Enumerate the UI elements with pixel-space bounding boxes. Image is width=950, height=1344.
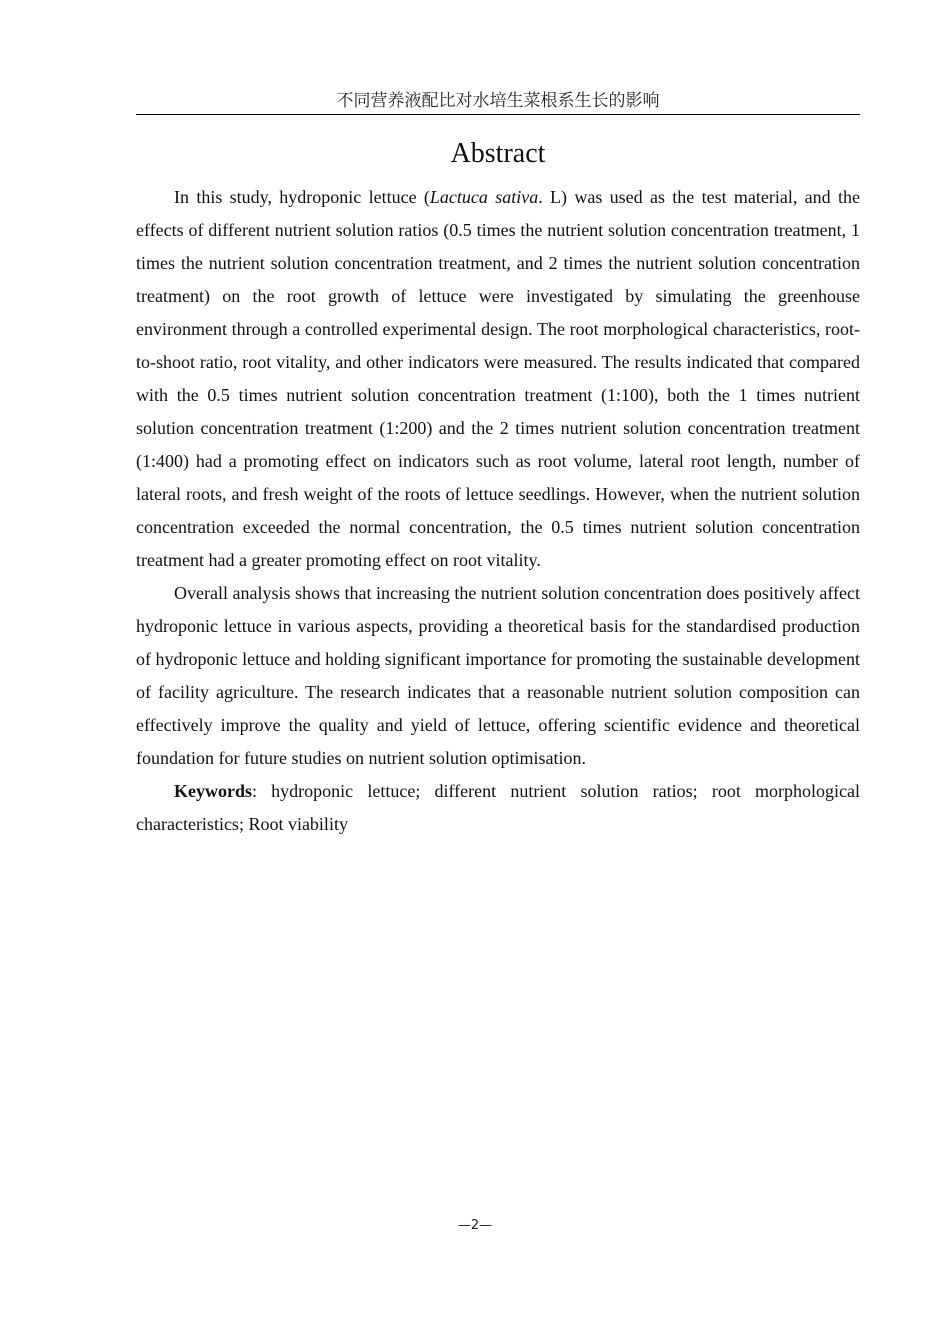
abstract-title: Abstract (450, 138, 546, 169)
keywords-text: : hydroponic lettuce; different nutrient solution ratios; root morphological characteristics; Root viability (136, 781, 860, 834)
running-header: 不同营养液配比对水培生菜根系生长的影响 (136, 88, 860, 115)
species-name-italic: Lactuca sativa (429, 187, 539, 207)
keywords-line (136, 775, 860, 841)
abstract-paragraph-1 (136, 181, 860, 577)
abstract-paragraph-2: Overall analysis shows that increasing the nutrient solution concentration does positively affect hydroponic lettuce in various aspects, providing a theoretical basis for the standardised production of hydroponic lettuce and holding significant importance for promoting the sustainable development of facility agriculture. The research indicates that a reasonable nutrient solution composition can effectively improve the quality and yield of lettuce, offering scientific evidence and theoretical foundation for future studies on nutrient solution optimisation. (136, 583, 860, 768)
page-number: —2— (457, 1218, 493, 1233)
abstract-body (136, 181, 860, 841)
paragraph-1-lead: In this study, hydroponic lettuce ( (174, 187, 430, 207)
keywords-label: Keywords (174, 781, 252, 801)
paragraph-1-rest: . L) was used as the test material, and the effects of different nutrient solution ratios (0.5 times the nutrient solution concentration treatment, 1 times the nutrient solution concentration treatment, and 2 times the nutrient solution concentration treatment) on the root growth of lettuce were investigated by simulating the greenhouse environment through a controlled experimental design. The root morphological characteristics, root-to-shoot ratio, root vitality, and other indicators were measured. The results indicated that compared with the 0.5 times nutrient solution concentration treatment (1:100), both the 1 times nutrient solution concentration treatment (1:200) and the 2 times nutrient solution concentration treatment (1:400) had a promoting effect on indicators such as root volume, lateral root length, number of lateral roots, and fresh weight of the roots of lettuce seedlings. However, when the nutrient solution concentration exceeded the normal concentration, the 0.5 times nutrient solution concentration treatment had a greater promoting effect on root vitality. (136, 187, 860, 570)
